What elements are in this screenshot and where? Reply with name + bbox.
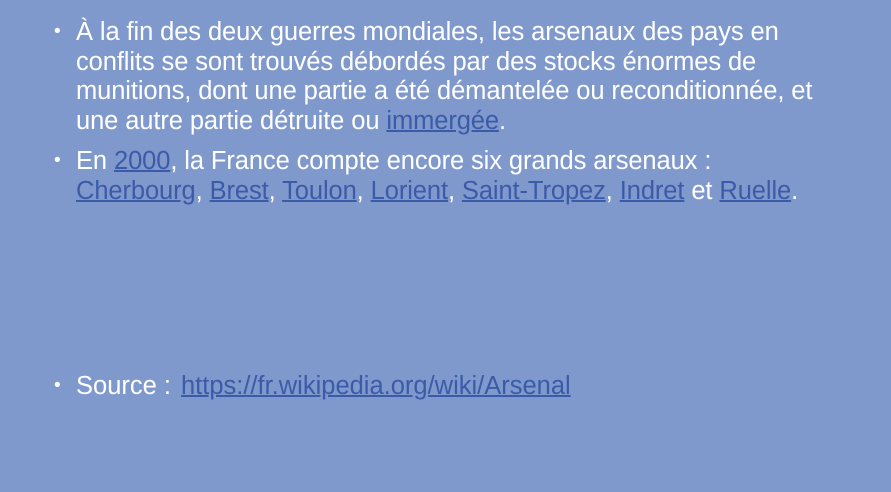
separator-6: et xyxy=(684,176,720,205)
source-url-link[interactable]: https://fr.wikipedia.org/wiki/Arsenal xyxy=(180,372,571,400)
separator-4: , xyxy=(447,176,462,205)
bullet-list xyxy=(52,18,841,206)
link-city-saint-tropez[interactable]: Saint-Tropez xyxy=(461,176,606,205)
paragraph2-text-part1: En xyxy=(76,146,114,175)
source-block xyxy=(52,372,571,402)
paragraph1-text-part2: . xyxy=(498,107,506,136)
link-immergee[interactable]: immergée xyxy=(386,107,499,136)
paragraph2-text-part2: , la France compte encore six grands arsenaux : xyxy=(170,146,712,175)
source-label: Source : xyxy=(76,372,171,400)
link-city-ruelle[interactable]: Ruelle xyxy=(719,176,792,205)
separator-5: , xyxy=(605,176,620,205)
link-year-2000[interactable]: 2000 xyxy=(113,146,171,175)
source-item xyxy=(52,372,571,402)
bullet-item-1 xyxy=(52,18,841,137)
link-city-cherbourg[interactable]: Cherbourg xyxy=(76,176,196,205)
link-city-toulon[interactable]: Toulon xyxy=(282,176,357,205)
paragraph1-text-part1: À la fin des deux guerres mondiales, les arsenaux des pays en conflits se sont trouvés débordés par des stocks énormes de munitions, dont une partie a été démantelée ou reconditionnée, et une autre partie détruite ou xyxy=(76,18,813,136)
link-city-indret[interactable]: Indret xyxy=(619,176,685,205)
separator-2: , xyxy=(268,176,283,205)
link-city-brest[interactable]: Brest xyxy=(209,176,269,205)
separator-1: , xyxy=(195,176,210,205)
paragraph2-text-part3: . xyxy=(791,176,799,205)
separator-3: , xyxy=(356,176,371,205)
bullet-item-2 xyxy=(52,147,841,206)
link-city-lorient[interactable]: Lorient xyxy=(370,176,448,205)
